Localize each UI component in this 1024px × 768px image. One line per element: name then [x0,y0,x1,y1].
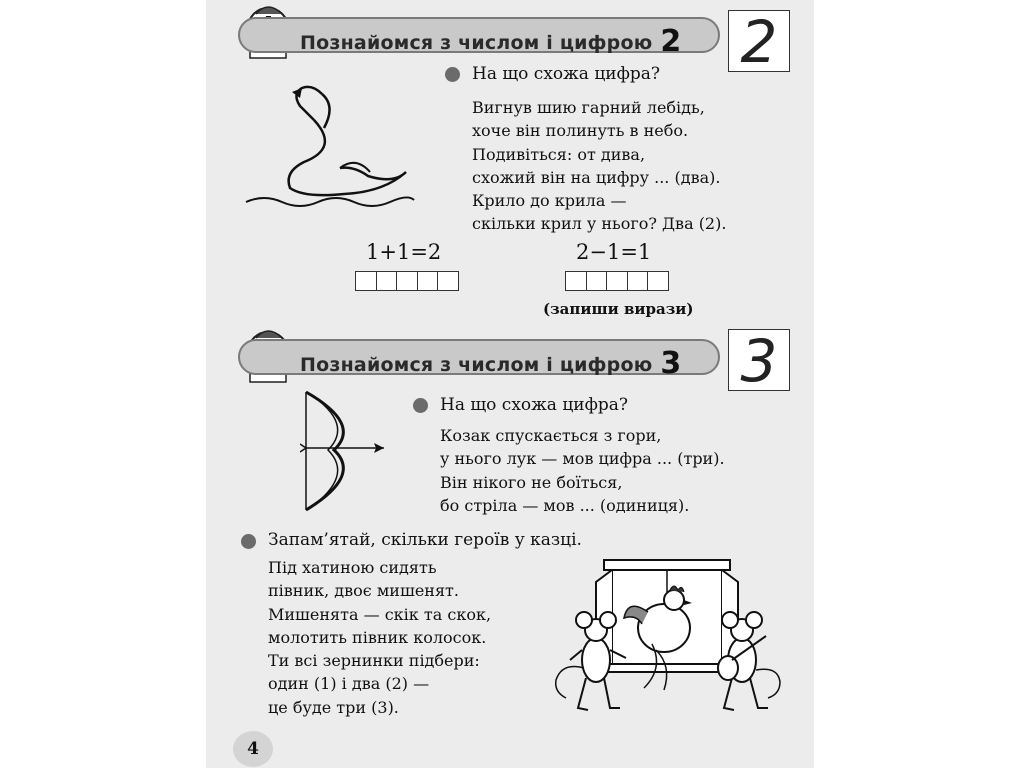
question-text: На що схожа цифра? [440,395,629,415]
poem-swan [472,96,726,236]
poem-line: Ти всі зернинки підбери: [268,651,480,671]
poem-line: у нього лук — мов цифра ... (три). [440,449,725,469]
expression-subtraction: 2−1=1 [576,240,652,264]
poem-line: хоче він полинуть в небо. [472,121,689,141]
banner-text: Познайомся з числом і цифрою [300,32,653,54]
poem-line: схожий він на цифру ... (два). [472,167,721,187]
bullet-icon [413,398,428,413]
poem-line: Під хатиною сидять [268,558,437,577]
expression-addition: 1+1=2 [366,240,442,264]
page-number: 4 [233,731,273,767]
poem-line: Козак спускається з гори, [440,426,662,445]
poem-line: Подивіться: от дива, [472,144,646,164]
poem-mice [268,556,491,719]
rooster-and-mice-illustration [552,558,784,720]
banner-number: 2 [660,24,682,59]
bow-and-arrow-illustration [300,390,390,512]
poem-line: бо стріла — мов ... (одиниця). [440,495,690,515]
digit-sample: 2 [740,8,778,76]
answer-cell[interactable] [396,271,418,291]
question-text: Запам’ятай, скільки героїв у казці. [268,530,582,550]
answer-cell[interactable] [627,271,649,291]
section-banner [238,339,720,381]
poem-line: Мишенята — скік та скок, [268,604,492,624]
poem-line: Він нікого не боїться, [440,472,623,492]
answer-cell[interactable] [417,271,439,291]
bullet-icon [241,534,256,549]
poem-line: Вигнув шию гарний лебідь, [472,98,705,117]
question-text: На що схожа цифра? [472,64,661,84]
swan-illustration [244,76,416,210]
poem-line: скільки крил у нього? Два (2). [472,214,727,234]
answer-cell[interactable] [376,271,398,291]
answer-cell[interactable] [437,271,459,291]
answer-cells[interactable] [356,271,459,291]
poem-line: молотить півник колосок. [268,627,487,647]
answer-cell[interactable] [586,271,608,291]
digit-sample-box [728,327,790,395]
answer-cell[interactable] [647,271,669,291]
answer-cell[interactable] [606,271,628,291]
poem-line: півник, двоє мишенят. [268,581,459,601]
poem-line: один (1) і два (2) — [268,674,430,694]
banner-text: Познайомся з числом і цифрою [300,354,653,376]
answer-cell[interactable] [355,271,377,291]
poem-line: Крило до крила — [472,191,627,211]
section-banner [238,17,720,59]
bullet-icon [445,67,460,82]
digit-sample-box [728,8,790,76]
banner-title [300,22,681,57]
answer-cell[interactable] [565,271,587,291]
poem-bow [440,424,725,517]
digit-sample: 3 [740,327,778,395]
answer-cells[interactable] [566,271,669,291]
instruction-note: (запиши вирази) [543,300,694,318]
poem-line: це буде три (3). [268,697,399,717]
banner-number: 3 [660,346,682,381]
banner-title [300,344,681,379]
